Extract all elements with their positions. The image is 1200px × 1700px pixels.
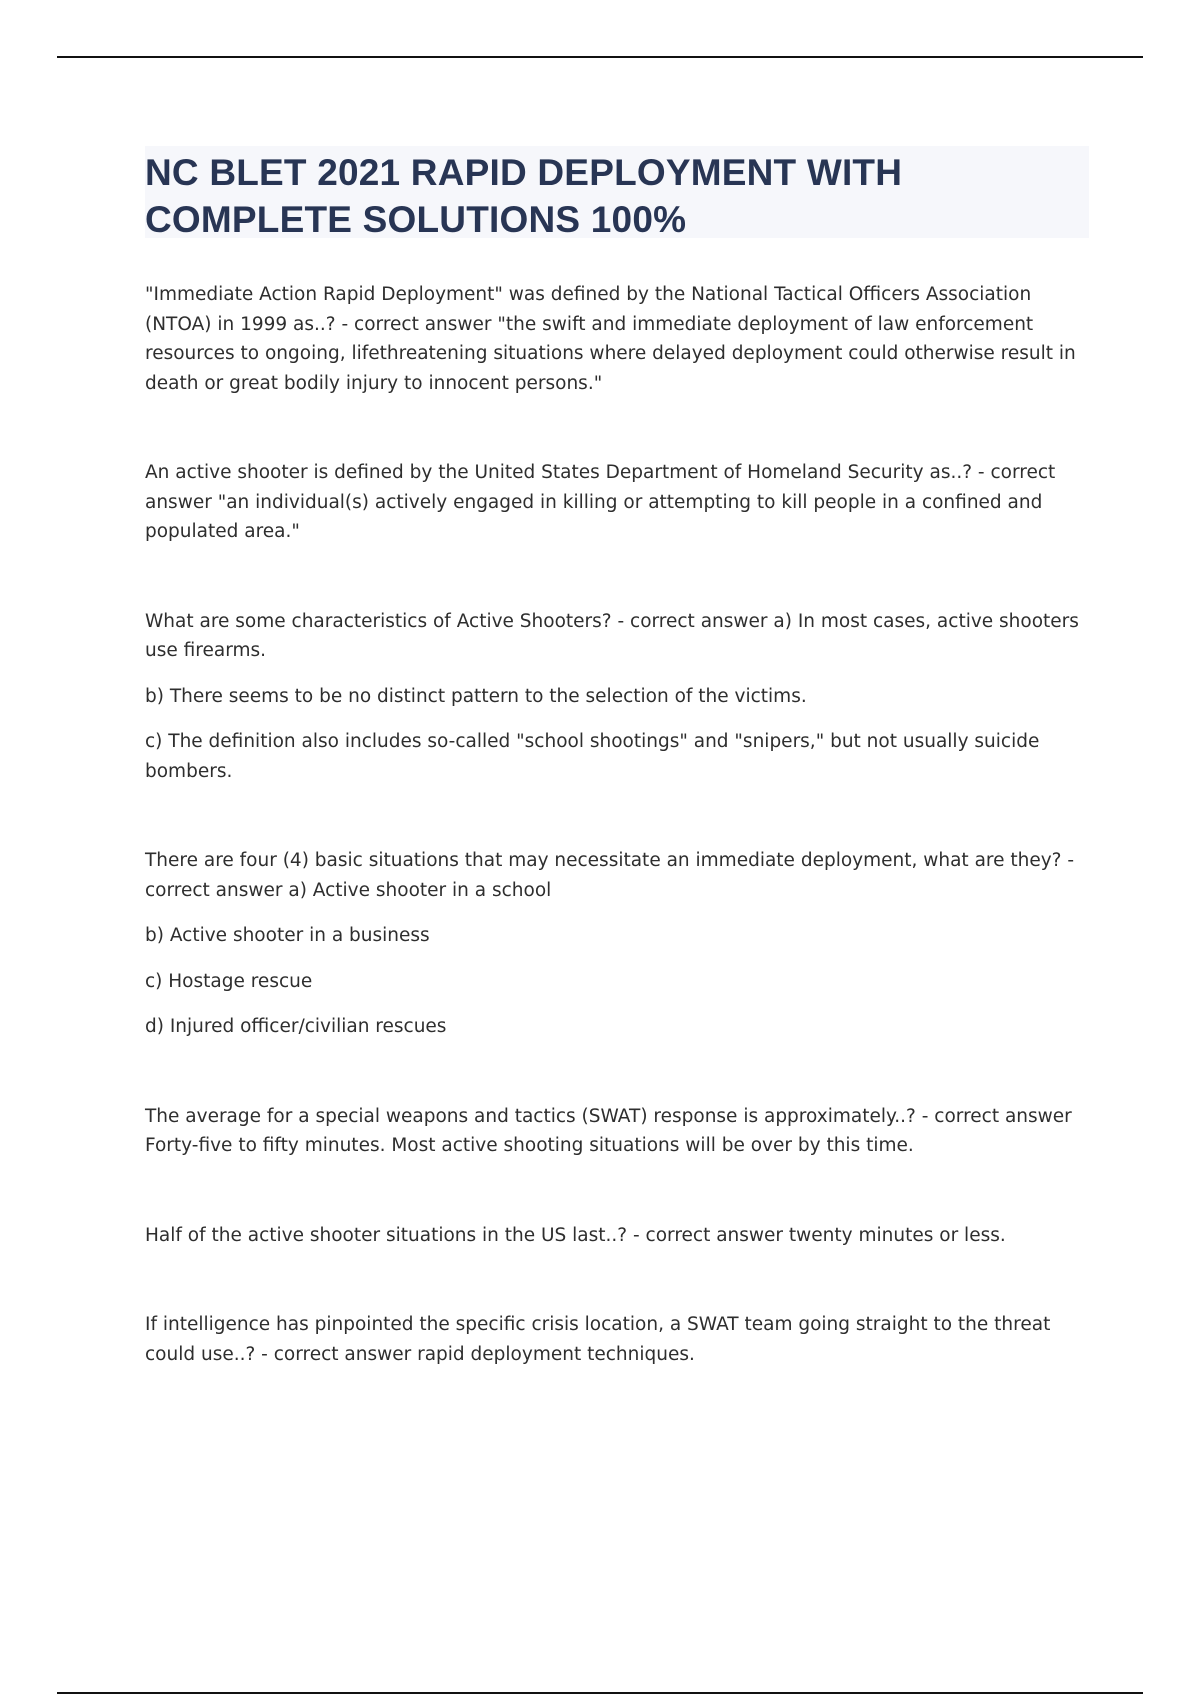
qa-item-3 [145,607,1085,787]
qa-item-2 [145,458,1085,547]
qa-paragraph: Half of the active shooter situations in the US last..? - correct answer twenty minutes or less. [145,1224,1006,1246]
qa-list [145,280,1085,1429]
qa-item-7 [145,1310,1085,1369]
qa-item-5 [145,1102,1085,1161]
qa-paragraph: What are some characteristics of Active Shooters? - correct answer a) In most cases, active shooters use firearms. [145,610,1079,661]
qa-paragraph: If intelligence has pinpointed the specific crisis location, a SWAT team going straight to the threat could use..? - correct answer rapid deployment techniques. [145,1314,1051,1365]
title-line-2: COMPLETE SOLUTIONS 100% [145,199,687,240]
title-line-1: NC BLET 2021 RAPID DEPLOYMENT WITH [145,152,903,193]
qa-paragraph: "Immediate Action Rapid Deployment" was defined by the National Tactical Officers Association (NTOA) in 1999 as..? - correct answer "the swift and immediate deployment of law enforcement resources to ongoing, lifethreatening situations where delayed deployment could otherwise result in death or great bodily injury to innocent persons." [145,284,1076,394]
qa-paragraph: There are four (4) basic situations that may necessitate an immediate deployment, what are they? - correct answer a) Active shooter in a school [145,850,1075,901]
qa-paragraph: d) Injured officer/civilian rescues [145,1016,447,1037]
qa-paragraph: b) Active shooter in a business [145,925,430,946]
document-title [145,146,1089,243]
qa-paragraph: c) Hostage rescue [145,970,313,992]
top-rule [57,56,1143,58]
qa-paragraph: c) The definition also includes so-called "school shootings" and "snipers," but not usually suicide bombers. [145,731,1040,782]
qa-paragraph: The average for a special weapons and tactics (SWAT) response is approximately..? - correct answer Forty-five to fifty minutes. Most active shooting situations will be over by this time. [145,1105,1072,1156]
qa-item-4 [145,846,1085,1042]
qa-paragraph: An active shooter is defined by the United States Department of Homeland Security as..? - correct answer "an individual(s) actively engaged in killing or attempting to kill people in a confined and populated area." [145,462,1056,542]
title-block [145,146,1089,238]
qa-paragraph: b) There seems to be no distinct pattern to the selection of the victims. [145,685,807,707]
bottom-rule [57,1692,1143,1694]
qa-item-1 [145,280,1085,398]
qa-item-6 [145,1221,1085,1251]
